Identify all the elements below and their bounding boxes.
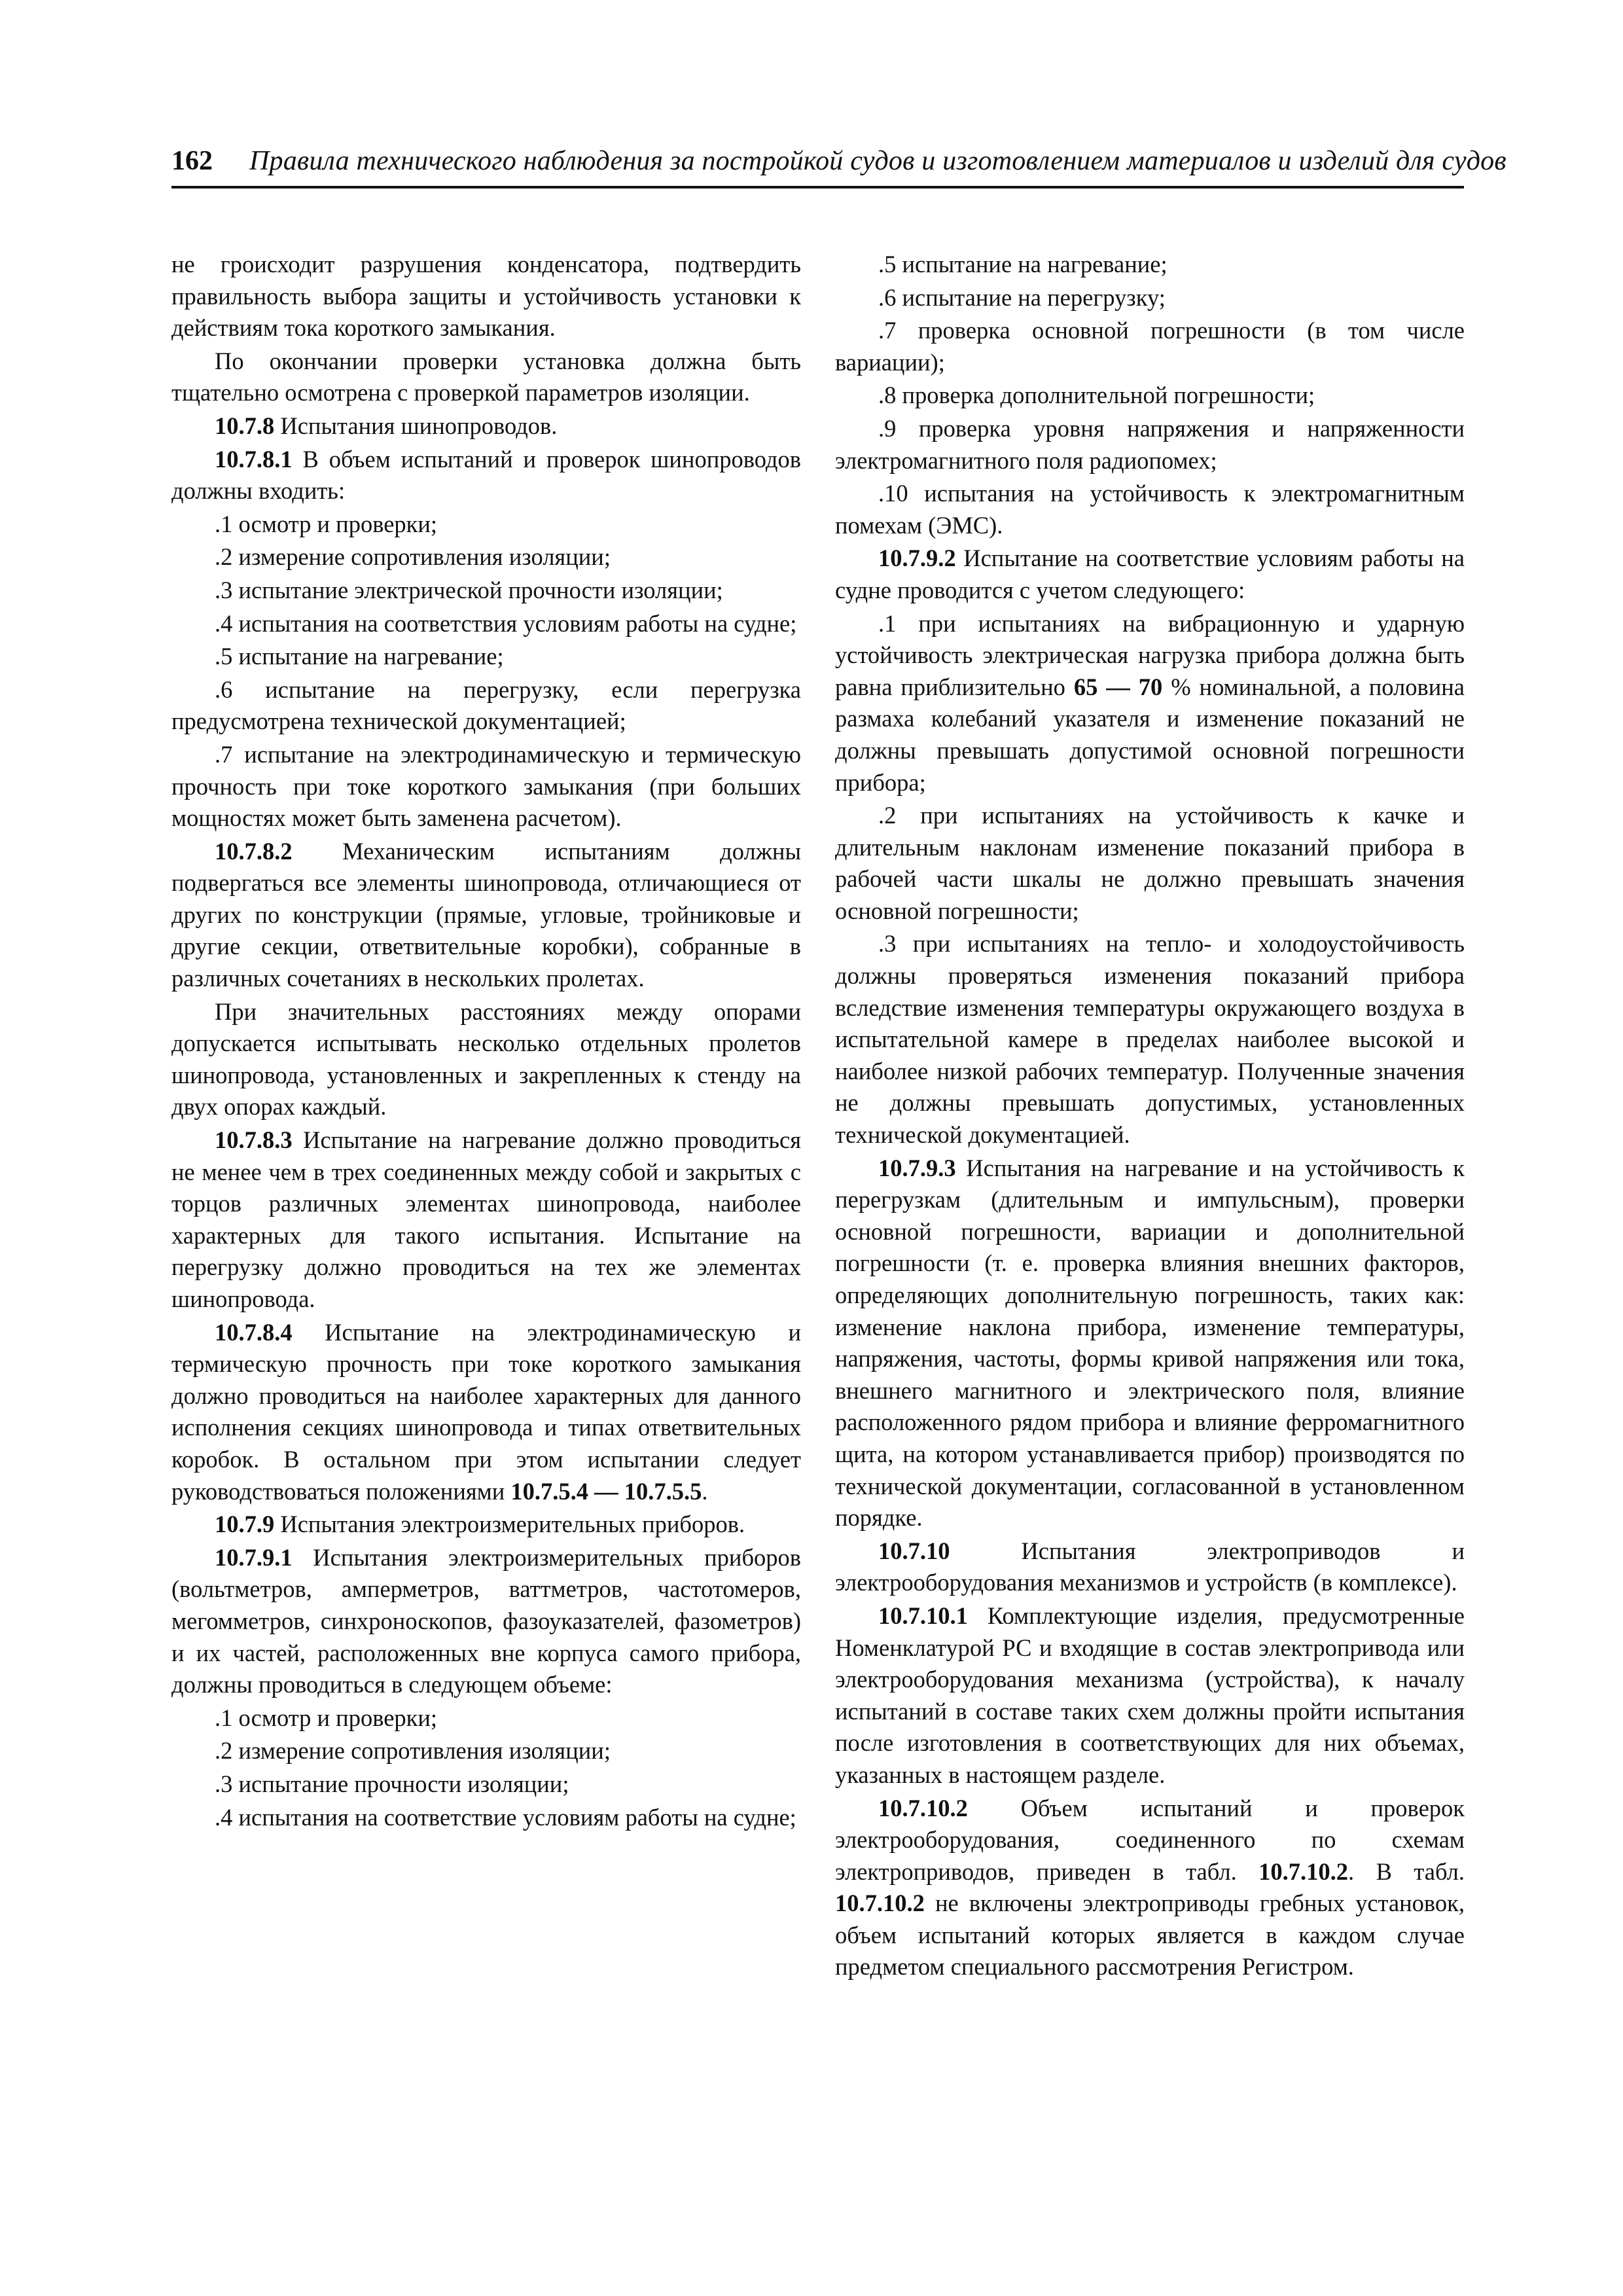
section-number: 10.7.9 xyxy=(215,1511,275,1538)
list-item: .3 испытание электрической прочности изоляции; xyxy=(215,576,723,603)
paragraph-text: не включены электроприводы гребных установок, объем испытаний которых является в каждом случае предметом специального рассмотрения Регистром. xyxy=(835,1890,1465,1981)
paragraph-text: В объем испытаний и проверок шинопроводов должны входить: xyxy=(171,445,801,505)
table-reference: 10.7.10.2 xyxy=(835,1890,925,1917)
list-item: .2 измерение сопротивления изоляции; xyxy=(215,543,611,571)
section-heading xyxy=(171,410,801,442)
list-item xyxy=(835,608,1465,799)
list-item-text: % номинальной, а половина размаха колебаний указателя и изменение показаний не должны превышать допустимой основной погрешности прибора; xyxy=(835,673,1465,796)
paragraph-text: Испытания на нагревание и на устойчивость к перегрузкам (длительным и импульсным), проверки основной погрешности, вариации и дополнительной погрешности (т. е. проверка влияния внешних факторов, определяющих дополнительную погрешность, таких как: изменение наклона прибора, изменение температуры, напряжения, частоты, формы кривой напряжения или тока, внешнего магнитного и электрического поля, влияние расположенного рядом прибора и влияние ферромагнитного щита, на котором устанавливается прибор) производятся по технической документации, согласованной в установленном порядке. xyxy=(835,1154,1465,1532)
paragraph-text: Объем испытаний и проверок электрооборудования, соединенного по схемам электроприводов, приведен в табл. xyxy=(835,1794,1465,1885)
list-item: .2 при испытаниях на устойчивость к качке и длительным наклонам изменение показаний прибора в рабочей части шкалы не должно превышать значения основной погрешности; xyxy=(835,802,1465,924)
list-item: .7 проверка основной погрешности (в том числе вариации); xyxy=(835,317,1465,376)
section-number: 10.7.10.1 xyxy=(878,1602,968,1629)
page-number: 162 xyxy=(171,146,213,176)
left-column xyxy=(171,249,801,1833)
section-number: 10.7.9.3 xyxy=(878,1154,956,1181)
section-heading xyxy=(171,1509,801,1541)
paragraph xyxy=(171,836,801,995)
paragraph-text: Комплектующие изделия, предусмотренные Номенклатурой РС и входящие в состав электропривода или электрооборудования механизма (устройства), к началу испытаний в составе таких схем должны пройти испытания после изготовления в соответствующих для них объемах, указанных в настоящем разделе. xyxy=(835,1602,1465,1788)
list-item: .9 проверка уровня напряжения и напряженности электромагнитного поля радиопомех; xyxy=(835,414,1465,474)
paragraph xyxy=(171,1124,801,1316)
paragraph: По окончании проверки установка должна быть тщательно осмотрена с проверкой параметров изоляции. xyxy=(171,347,801,406)
paragraph: При значительных расстояниях между опорами допускается испытывать несколько отдельных пролетов шинопровода, установленных и закрепленных к стенду на двух опорах каждый. xyxy=(171,997,801,1121)
list-item-text: .1 при испытаниях на вибрационную и ударную устойчивость электрическая нагрузка прибора должна быть равна приблизительно xyxy=(835,609,1465,700)
header-rule xyxy=(171,186,1464,188)
list-item: .2 измерение сопротивления изоляции; xyxy=(215,1737,611,1765)
cross-reference: 10.7.5.4 — 10.7.5.5 xyxy=(510,1477,702,1505)
right-column xyxy=(835,249,1465,1983)
list-item: .3 при испытаниях на тепло- и холодоустойчивость должны проверяться изменения показаний прибора вследствие изменения температуры окружающего воздуха в испытательной камере в пределах наиболее высокой и наиболее низкой рабочих температур. Полученные значения не должны превышать допустимых, установленных технической документацией. xyxy=(835,930,1465,1149)
paragraph xyxy=(835,1793,1465,1984)
table-reference: 10.7.10.2 xyxy=(1258,1857,1349,1885)
paragraph-text: . В табл. xyxy=(1348,1857,1465,1885)
section-number: 10.7.10.2 xyxy=(878,1794,968,1821)
list-item: .5 испытание на нагревание; xyxy=(215,643,504,670)
section-number: 10.7.9.2 xyxy=(878,545,956,572)
list-item: .6 испытание на перегрузку, если перегрузка предусмотрена технической документацией; xyxy=(171,675,801,735)
list-item: .4 испытания на соответствия условиям работы на судне; xyxy=(215,609,797,637)
paragraph xyxy=(835,1153,1465,1534)
section-number: 10.7.9.1 xyxy=(215,1543,293,1571)
paragraph xyxy=(171,1317,801,1508)
list-item: .10 испытания на устойчивость к электромагнитным помехам (ЭМС). xyxy=(835,480,1465,539)
section-number: 10.7.8.2 xyxy=(215,837,293,865)
section-number: 10.7.8 xyxy=(215,412,275,439)
paragraph-text: . xyxy=(702,1477,708,1505)
list-item: .1 осмотр и проверки; xyxy=(215,510,438,537)
list-item: .7 испытание на электродинамическую и термическую прочность при токе короткого замыкания (при больших мощностях может быть заменена расчетом). xyxy=(171,740,801,832)
list-item: .5 испытание на нагревание; xyxy=(878,251,1168,278)
paragraph xyxy=(835,1600,1465,1791)
paragraph: не гроисходит разрушения конденсатора, подтвердить правильность выбора защиты и устойчивость установки к действиям тока короткого замыкания. xyxy=(171,251,801,342)
paragraph-text: Испытания электроизмерительных приборов (вольтметров, амперметров, ваттметров, частотомеров, мегомметров, синхроноскопов, фазоуказателей, фазометров) и их частей, расположенных вне корпуса самого прибора, должны проводиться в следующем объеме: xyxy=(171,1543,801,1698)
section-number: 10.7.8.1 xyxy=(215,445,293,473)
paragraph xyxy=(835,543,1465,606)
list-item: .6 испытание на перегрузку; xyxy=(878,283,1166,311)
list-item: .8 проверка дополнительной погрешности; xyxy=(878,382,1315,409)
paragraph xyxy=(171,1542,801,1701)
paragraph xyxy=(171,444,801,507)
section-title: Испытания электроизмерительных приборов. xyxy=(274,1511,745,1538)
paragraph-text: Испытание на соответствие условиям работы на судне проводится с учетом следующего: xyxy=(835,545,1465,603)
section-number: 10.7.10 xyxy=(878,1537,950,1564)
section-heading xyxy=(835,1535,1465,1599)
running-title: Правила технического наблюдения за постройкой судов и изготовлением материалов и изделий для судов xyxy=(249,146,1507,176)
section-title: Испытания электроприводов и электрооборудования механизмов и устройств (в комплексе). xyxy=(835,1537,1465,1596)
list-item: .1 осмотр и проверки; xyxy=(215,1704,438,1731)
section-number: 10.7.8.3 xyxy=(215,1126,293,1154)
paragraph-text: Механическим испытаниям должны подвергаться все элементы шинопровода, отличающиеся от других по конструкции (прямые, угловые, тройниковые и другие секции, ответвительные коробки), собранные в различных сочетаниях в нескольких пролетах. xyxy=(171,837,801,992)
section-number: 10.7.8.4 xyxy=(215,1318,293,1346)
list-item: .4 испытания на соответствие условиям работы на судне; xyxy=(215,1803,796,1831)
paragraph-text: Испытание на электродинамическую и термическую прочность при токе короткого замыкания должно проводиться на наиболее характерных для данного исполнения секциях шинопровода и типах ответвительных коробок. В остальном при этом испытании следует руководствоваться положениями xyxy=(171,1318,801,1505)
paragraph-text: Испытание на нагревание должно проводиться не менее чем в трех соединенных между собой и закрытых с торцов различных элементах шинопровода, наиболее характерных для такого испытания. Испытание на перегрузку должно проводиться на тех же элементах шинопровода. xyxy=(171,1126,801,1312)
list-item: .3 испытание прочности изоляции; xyxy=(215,1770,569,1797)
section-title: Испытания шинопроводов. xyxy=(274,412,558,439)
running-header xyxy=(171,141,1507,181)
value-range: 65 — 70 xyxy=(1073,673,1163,700)
